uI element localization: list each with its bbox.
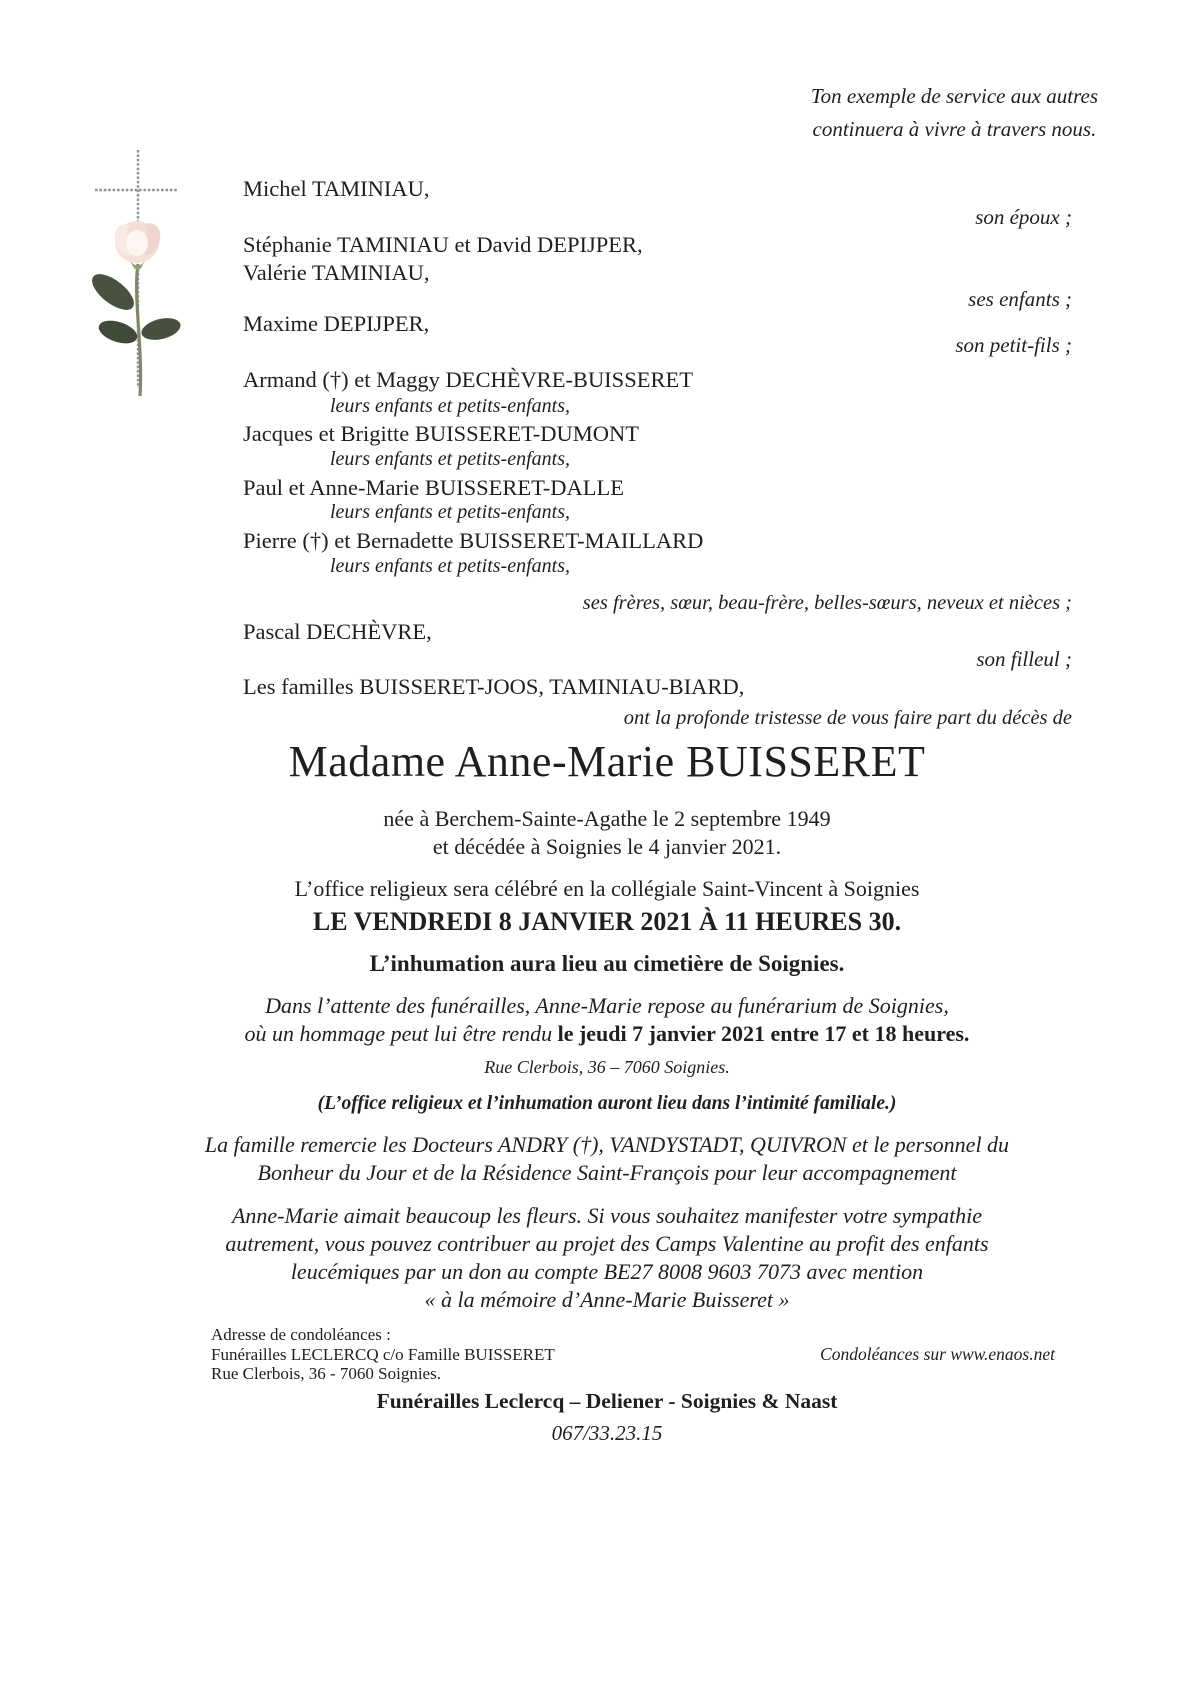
condolence-address-line-1: Funérailles LECLERCQ c/o Famille BUISSERET: [211, 1344, 555, 1364]
burial-line: L’inhumation aura lieu au cimetière de Soignies.: [369, 951, 845, 976]
husband-relation: son époux ;: [975, 205, 1072, 229]
flowers-line-2: autrement, vous pouvez contribuer au projet des Camps Valentine au profit des enfants: [225, 1231, 989, 1256]
birth-line: née à Berchem-Sainte-Agathe le 2 septembre 1949: [383, 806, 831, 831]
service-intro: L’office religieux sera célébré en la collégiale Saint-Vincent à Soignies: [294, 876, 920, 901]
siblings-relation: ses frères, sœur, beau-frère, belles-sœurs, neveux et nièces ;: [582, 592, 1072, 614]
rose-leaf: [86, 268, 140, 317]
rose-leaf: [96, 316, 140, 347]
visitation-line-2: [117, 1021, 1097, 1047]
privacy-note: (L’office religieux et l’inhumation auront lieu dans l’intimité familiale.): [317, 1093, 897, 1114]
grandson-relation: son petit-fils ;: [955, 333, 1072, 357]
condolence-address-block: [211, 1325, 555, 1384]
condolence-address-line-2: Rue Clerbois, 36 - 7060 Soignies.: [211, 1364, 441, 1383]
announcement-line: ont la profonde tristesse de vous faire part du décès de: [623, 707, 1072, 729]
thanks-line-2: Bonheur du Jour et de la Résidence Saint-François pour leur accompagnement: [257, 1160, 957, 1185]
service-datetime: LE VENDREDI 8 JANVIER 2021 À 11 HEURES 30.: [312, 907, 902, 936]
sibling-descendants-1: leurs enfants et petits-enfants,: [330, 395, 570, 417]
sibling-couple-2: Jacques et Brigitte BUISSERET-DUMONT: [243, 421, 640, 446]
funeral-home-name: Funérailles Leclercq – Deliener - Soignies & Naast: [376, 1389, 838, 1413]
flowers-line-4: « à la mémoire d’Anne-Marie Buisseret »: [424, 1287, 790, 1312]
visitation-line-1: Dans l’attente des funérailles, Anne-Marie repose au funérarium de Soignies,: [265, 993, 949, 1018]
rose-leaf: [139, 314, 183, 343]
child-name-1: Stéphanie TAMINIAU et David DEPIJPER,: [243, 232, 643, 257]
condolence-address-label: Adresse de condoléances :: [211, 1325, 391, 1344]
flowers-line-3: leucémiques par un don au compte BE27 8008 9603 7073 avec mention: [290, 1259, 924, 1284]
sibling-couple-3: Paul et Anne-Marie BUISSERET-DALLE: [243, 475, 624, 500]
flowers-line-1: Anne-Marie aimait beaucoup les fleurs. Si vous souhaitez manifester votre sympathie: [231, 1203, 983, 1228]
sibling-couple-4: Pierre (†) et Bernadette BUISSERET-MAILLARD: [243, 528, 704, 553]
children-relation: ses enfants ;: [968, 287, 1072, 311]
husband-name: Michel TAMINIAU,: [243, 176, 430, 201]
visitation-line-2-datetime: le jeudi 7 janvier 2021 entre 17 et 18 heures.: [557, 1021, 970, 1046]
child-name-2: Valérie TAMINIAU,: [243, 260, 430, 285]
godson-name: Pascal DECHÈVRE,: [243, 619, 432, 644]
death-line: et décédée à Soignies le 4 janvier 2021.: [432, 834, 782, 859]
sibling-couple-1: Armand (†) et Maggy DECHÈVRE-BUISSERET: [243, 367, 693, 392]
funerarium-address: Rue Clerbois, 36 – 7060 Soignies.: [484, 1057, 730, 1077]
sibling-descendants-2: leurs enfants et petits-enfants,: [330, 448, 570, 470]
memorial-quote: [811, 80, 1098, 146]
memorial-quote-line-1: Ton exemple de service aux autres: [810, 84, 1098, 108]
other-families: Les familles BUISSERET-JOOS, TAMINIAU-BIARD,: [243, 674, 745, 699]
rose-flower: [111, 220, 164, 270]
sibling-descendants-3: leurs enfants et petits-enfants,: [330, 501, 570, 523]
cross-and-rose-image: [84, 142, 196, 404]
grandson-name: Maxime DEPIJPER,: [243, 311, 430, 336]
funeral-home-phone: 067/33.23.15: [551, 1421, 663, 1445]
memorial-quote-line-2: continuera à vivre à travers nous.: [812, 117, 1097, 141]
sibling-descendants-4: leurs enfants et petits-enfants,: [330, 555, 570, 577]
godson-relation: son filleul ;: [976, 647, 1072, 671]
online-condolences: Condoléances sur www.enaos.net: [820, 1344, 1055, 1364]
visitation-line-2-prefix: où un hommage peut lui être rendu: [244, 1021, 558, 1046]
thanks-line-1: La famille remercie les Docteurs ANDRY (†), VANDYSTADT, QUIVRON et le personnel du: [204, 1132, 1010, 1157]
deceased-name-title: Madame Anne-Marie BUISSERET: [288, 737, 926, 786]
